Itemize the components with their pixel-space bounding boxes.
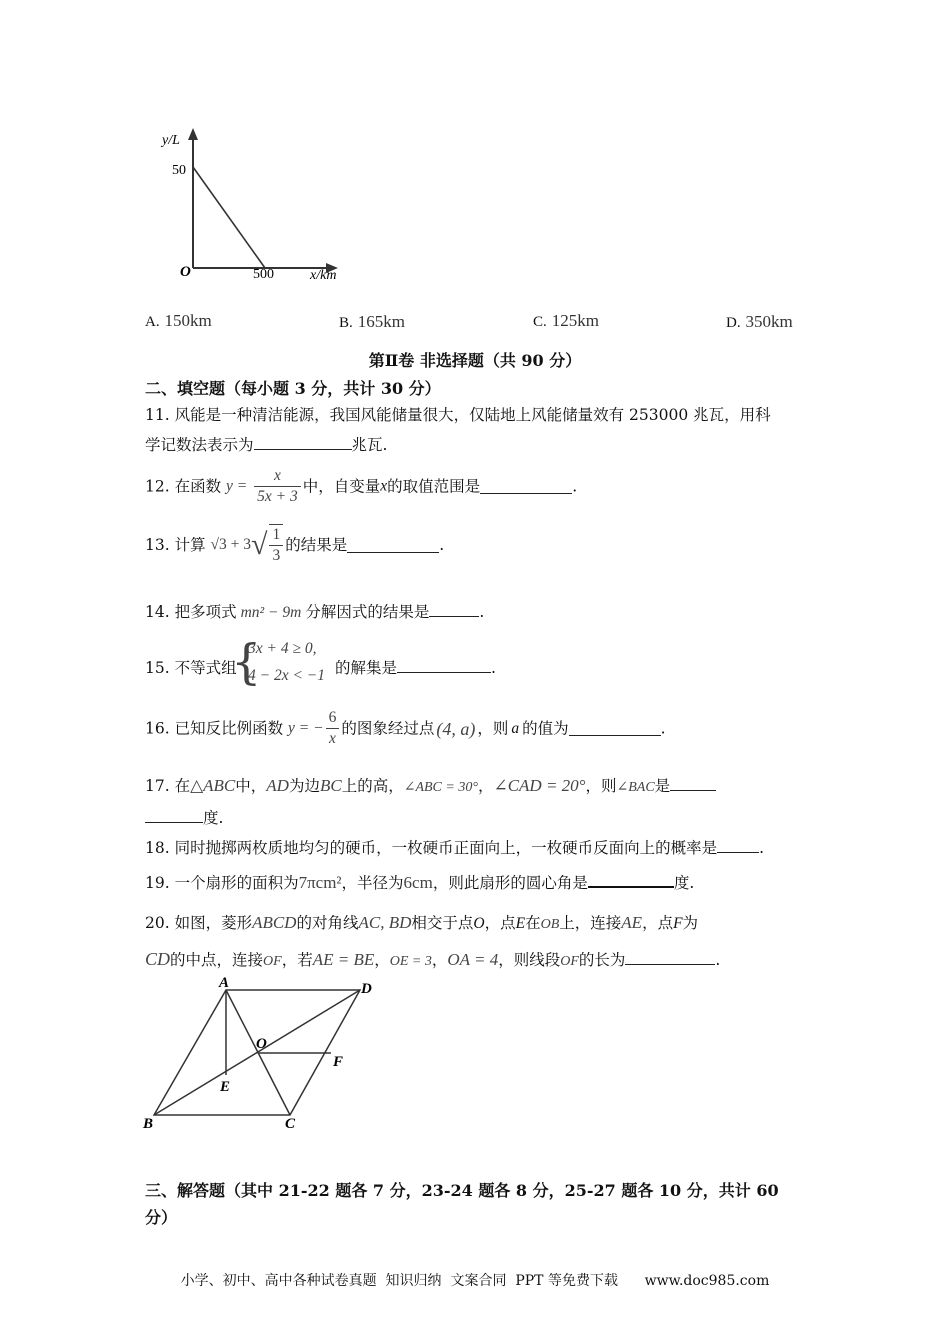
section-3-title-line2: 分） — [145, 1208, 178, 1227]
point-e-label: E — [220, 1079, 231, 1095]
question-11-line1: 11. 风能是一种清洁能源，我国风能储量很大，仅陆地上风能储量效有 253000 兆瓦，用科 — [145, 406, 771, 424]
q13-numerator: 1 — [269, 525, 283, 546]
q17-angle1: ∠ABC = 30° — [403, 780, 478, 795]
q17-m4: ，则 — [585, 777, 617, 795]
answer-blank-15[interactable] — [397, 658, 491, 673]
option-letter: B. — [339, 315, 353, 331]
brace-icon: { — [231, 634, 262, 690]
answer-blank-18[interactable] — [717, 838, 759, 853]
q12-post: 中，自变量 — [302, 477, 381, 496]
q17-pre: 17. 在 — [145, 777, 191, 795]
q20-of2: OF — [560, 954, 579, 969]
q19-mid: ，半径为 — [341, 874, 404, 892]
question-20-line2 — [145, 948, 720, 970]
q20-cond3: OA = 4 — [447, 950, 499, 969]
answer-blank-12[interactable] — [480, 479, 572, 494]
answer-blank-17a[interactable] — [670, 776, 716, 791]
q15-post: 的解集是 — [335, 659, 398, 677]
q20-ob: OB — [540, 917, 560, 932]
q20-f: F — [673, 915, 683, 932]
option-value: 150km — [164, 311, 212, 330]
q17-sep: ， — [477, 777, 494, 795]
q20-end: . — [715, 951, 721, 969]
q20-ae: AE — [621, 913, 643, 932]
answer-blank-20[interactable] — [625, 950, 715, 965]
q16-denominator: x — [329, 730, 336, 747]
q12-fraction — [254, 466, 301, 507]
vertex-d-label: D — [361, 981, 372, 997]
q18-end: . — [759, 839, 765, 857]
q16-fraction — [326, 708, 340, 749]
q12-numerator: x — [254, 466, 301, 487]
q14-post: 分解因式的结果是 — [305, 603, 430, 621]
q20-e: E — [515, 915, 526, 932]
q19-radius: 6cm — [403, 873, 433, 892]
answer-blank-16[interactable] — [569, 721, 661, 736]
q12-var: x — [380, 477, 388, 495]
q16-post: 的图象经过点 — [341, 719, 435, 738]
q20-m1: 的对角线 — [296, 914, 359, 932]
answer-blank-11[interactable] — [254, 435, 352, 450]
q20-pre: 20. 如图，菱形 — [145, 914, 253, 932]
answer-blank-13[interactable] — [347, 538, 439, 553]
q16-pre: 16. 已知反比例函数 — [145, 719, 284, 738]
q13-pre: 13. 计算 — [145, 536, 206, 554]
q20-of: OF — [263, 954, 282, 969]
x-tick-label: 500 — [253, 267, 274, 282]
fuel-distance-graph — [150, 118, 360, 293]
q19-pre: 19. 一个扇形的面积为 — [145, 874, 299, 892]
point-f-label: F — [333, 1054, 344, 1070]
q12-denominator: 5x + 3 — [257, 488, 298, 505]
q20-rhombus: ABCD — [252, 913, 297, 932]
question-11-line2 — [145, 433, 387, 455]
option-d[interactable] — [726, 312, 793, 332]
q16-post3: 的值为 — [522, 719, 569, 738]
q12-lhs: y = — [226, 477, 248, 495]
option-value: 350km — [745, 312, 793, 331]
q15-ineq2: 4 − 2x < −1 — [248, 667, 326, 684]
q16-lhs: y = − — [288, 719, 324, 737]
q20-l2m4: ， — [431, 951, 448, 969]
question-12 — [145, 466, 577, 507]
q20-diagonals: AC, BD — [358, 913, 412, 932]
y-axis-arrow — [188, 128, 198, 140]
q17-triangle: △ABC — [190, 776, 236, 795]
q20-cond1: AE = BE — [312, 950, 375, 969]
q20-m4: 在 — [525, 914, 541, 932]
option-letter: D. — [726, 315, 741, 331]
fuel-line — [193, 167, 265, 268]
section-3-title-line1: 三、解答题（其中 21-22 题各 7 分，23-24 题各 8 分，25-27 题各 10 分，共计 60 — [145, 1181, 779, 1200]
question-13 — [145, 524, 444, 566]
q15-pre: 15. 不等式组 — [145, 659, 237, 677]
q20-m3: ，点 — [484, 914, 516, 932]
q17-angle2: ∠CAD = 20° — [493, 776, 586, 795]
q16-end: . — [660, 719, 666, 738]
part-title: 第Ⅱ卷 非选择题（共 90 分） — [368, 351, 582, 370]
q12-pre: 12. 在函数 — [145, 477, 222, 496]
q20-m6: ，点 — [642, 914, 674, 932]
q20-cd: CD — [145, 949, 171, 969]
q18-text: 18. 同时抛掷两枚质地均匀的硬币，一枚硬币正面向上，一枚硬币反面向上的概率是 — [145, 839, 718, 857]
y-tick-label: 50 — [172, 163, 186, 178]
section-2-title: 二、填空题（每小题 3 分，共计 30 分） — [145, 379, 441, 398]
q13-post: 的结果是 — [285, 536, 348, 554]
option-a[interactable] — [145, 311, 212, 331]
q19-area: 7πcm² — [298, 873, 342, 892]
option-value: 165km — [357, 312, 405, 331]
answer-blank-14[interactable] — [429, 602, 479, 617]
q20-l2m6: 的长为 — [578, 951, 626, 969]
vertex-a-label: A — [219, 975, 230, 991]
option-letter: C. — [533, 314, 547, 330]
q12-post2: 的取值范围是 — [387, 477, 481, 496]
q20-o: O — [473, 915, 485, 932]
q17-angle3: ∠BAC — [616, 780, 655, 795]
q14-pre: 14. 把多项式 — [145, 603, 237, 621]
q15-end: . — [491, 659, 496, 677]
q20-cond2: OE = 3 — [389, 954, 432, 969]
option-c[interactable] — [533, 311, 599, 331]
answer-blank-17b[interactable] — [145, 808, 203, 823]
q14-end: . — [479, 603, 485, 621]
q17-bc: BC — [319, 776, 342, 795]
q20-l2m1: 的中点，连接 — [170, 951, 264, 969]
point-o-label: O — [256, 1036, 267, 1052]
option-value: 125km — [551, 311, 599, 330]
q17-end: 度. — [203, 809, 224, 827]
q16-post2: ，则 — [477, 719, 509, 738]
option-letter: A. — [145, 314, 160, 330]
q11-unit: 兆瓦. — [351, 436, 388, 454]
vertex-b-label: B — [143, 1116, 154, 1132]
vertex-c-label: C — [285, 1116, 296, 1132]
q17-ad: AD — [266, 776, 289, 795]
q15-tail — [335, 656, 496, 678]
q13-end: . — [439, 536, 445, 554]
q20-m2: 相交于点 — [411, 914, 474, 932]
question-14 — [145, 600, 484, 622]
y-axis-label: y/L — [162, 133, 180, 148]
q13-expr: √3 + 3 — [210, 536, 252, 553]
q20-m7: 为 — [682, 914, 699, 932]
question-17-line2 — [145, 806, 223, 828]
option-b[interactable] — [339, 312, 405, 332]
q19-end: 度. — [673, 874, 695, 892]
q16-numerator: 6 — [326, 708, 340, 729]
q20-l2m2: ，若 — [281, 951, 313, 969]
q17-m1: 中， — [235, 777, 267, 795]
q17-m2: 为边 — [288, 777, 320, 795]
q20-m5: 上，连接 — [559, 914, 622, 932]
q14-expr: mn² − 9m — [240, 604, 302, 621]
q20-l2m3: ， — [374, 951, 390, 969]
q17-m3: 上的高， — [341, 777, 404, 795]
question-17-line1 — [145, 774, 716, 796]
question-16 — [145, 708, 666, 749]
origin-label: O — [180, 264, 191, 280]
sqrt-sign-icon: √ — [251, 528, 268, 561]
q16-point: (4, a) — [436, 718, 476, 739]
x-axis-label: x/km — [310, 268, 337, 283]
question-20-line1 — [145, 911, 698, 933]
q13-denominator: 3 — [272, 547, 281, 564]
q16-var: a — [511, 719, 520, 737]
q15-ineq1: 3x + 4 ≥ 0, — [248, 640, 317, 657]
q19-post: ，则此扇形的圆心角是 — [432, 874, 588, 892]
question-18 — [145, 836, 764, 858]
q11-text: 学记数法表示为 — [145, 436, 254, 454]
q13-fraction — [269, 524, 283, 566]
q12-end: . — [572, 477, 578, 496]
answer-blank-19[interactable] — [588, 872, 674, 888]
q17-m5: 是 — [654, 777, 671, 795]
question-19 — [145, 871, 694, 893]
page-footer: 小学、初中、高中各种试卷真题 知识归纳 文案合同 PPT 等免费下载 www.doc985.com — [180, 1273, 770, 1289]
rhombus-figure — [140, 975, 390, 1135]
q20-l2m5: ，则线段 — [498, 951, 561, 969]
